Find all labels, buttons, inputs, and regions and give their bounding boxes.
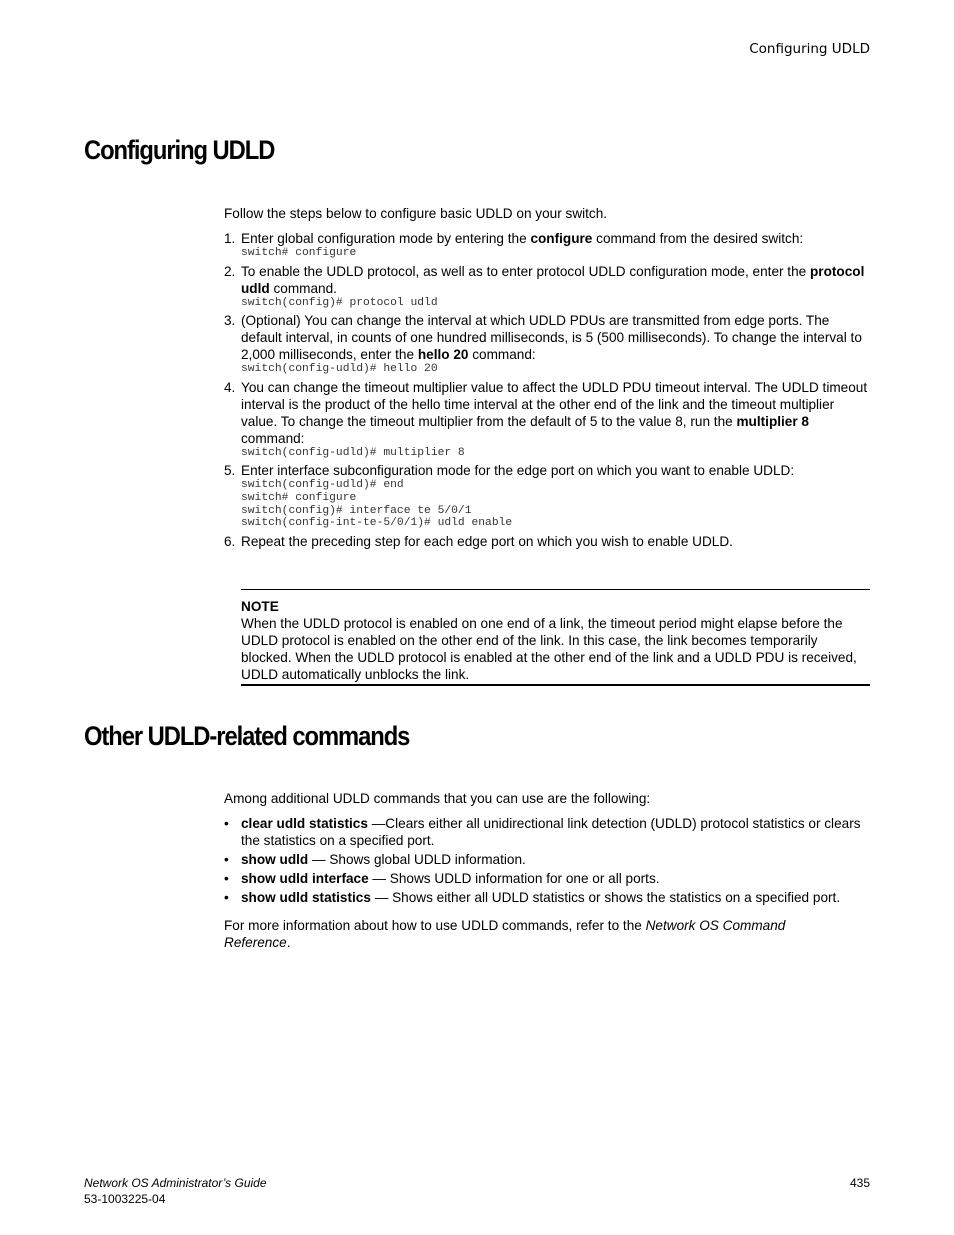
bullet: • bbox=[224, 890, 229, 905]
step-number: 3. bbox=[224, 313, 236, 329]
command-keyword: clear udld statistics bbox=[241, 816, 368, 831]
step-number: 5. bbox=[224, 463, 236, 479]
step-text: Enter global configuration mode by entering the configure command from the desired switch: bbox=[241, 231, 804, 246]
command-keyword: hello 20 bbox=[417, 347, 469, 363]
page-number: 435 bbox=[849, 1176, 870, 1190]
step-number: 1. bbox=[224, 231, 236, 246]
footer-doc-number: 53-1003225-04 bbox=[84, 1192, 166, 1206]
code-line: switch(config)# interface te 5/0/1 bbox=[241, 504, 472, 517]
step-item bbox=[224, 533, 870, 550]
steps-list bbox=[224, 230, 870, 553]
step-number: 4. bbox=[224, 379, 236, 395]
note-box bbox=[241, 589, 870, 686]
code-line: switch(config-udld)# multiplier 8 bbox=[241, 446, 465, 459]
code-line: switch# configure bbox=[241, 491, 357, 504]
step-text: You can change the timeout multiplier value to affect the UDLD PDU timeout interval. The UDLD timeout interval is the product of the hello time interval at the other end of the link and the timeout multiplier value. To change the timeout multiplier from the default of 5 to the value 8, run the multiplier 8 command: bbox=[241, 379, 868, 446]
command-keyword: show udld statistics bbox=[241, 890, 371, 905]
list-item bbox=[224, 889, 870, 906]
step-item bbox=[224, 263, 870, 310]
footer-doc-title: Network OS Administrator’s Guide bbox=[84, 1176, 267, 1190]
footer-doc-info bbox=[84, 1175, 267, 1207]
step-number: 2. bbox=[224, 263, 236, 279]
command-description: — Shows UDLD information for one or all ports. bbox=[368, 871, 660, 886]
step-item bbox=[224, 462, 870, 529]
step-item bbox=[224, 312, 870, 376]
command-description: —Clears either all unidirectional link detection (UDLD) protocol statistics or clears the statistics on a specified port. bbox=[241, 816, 861, 848]
list-item bbox=[224, 870, 870, 887]
step-item bbox=[224, 230, 870, 260]
command-description: — Shows either all UDLD statistics or shows the statistics on a specified port. bbox=[370, 890, 841, 905]
command-keyword: show udld bbox=[241, 852, 309, 867]
commands-list bbox=[224, 815, 870, 908]
code-line: switch(config)# protocol udld bbox=[241, 296, 438, 309]
step-text: Enter interface subconfiguration mode for the edge port on which you want to enable UDLD: bbox=[241, 463, 795, 479]
intro-paragraph: Follow the steps below to configure basic UDLD on your switch. bbox=[224, 206, 608, 221]
code-line: switch(config-int-te-5/0/1)# udld enable bbox=[241, 517, 513, 530]
bullet: • bbox=[224, 852, 229, 867]
section-heading-configuring-udld: Configuring UDLD bbox=[84, 135, 275, 165]
step-item bbox=[224, 379, 870, 460]
step-number: 6. bbox=[224, 533, 236, 549]
command-keyword: multiplier 8 bbox=[736, 413, 809, 429]
code-line: switch# configure bbox=[241, 247, 357, 259]
step-text: (Optional) You can change the interval at which UDLD PDUs are transmitted from edge ports. The default interval, in counts of one hundred milliseconds, is 5 (500 milliseconds). To change the interval to 2,000 milliseconds, enter the hello 20 command: bbox=[241, 313, 862, 363]
command-keyword: show udld interface bbox=[241, 871, 369, 886]
list-item bbox=[224, 815, 870, 849]
code-line: switch(config-udld)# end bbox=[241, 479, 404, 492]
list-item bbox=[224, 851, 870, 868]
command-description: — Shows global UDLD information. bbox=[308, 852, 526, 867]
note-text: When the UDLD protocol is enabled on one end of a link, the timeout period might elapse before the UDLD protocol is enabled on the other end of the link. In this case, the link becomes temporarily blocked. When the UDLD protocol is enabled at the other end of the link and a UDLD PDU is received, UDLD automatically unblocks the link. bbox=[241, 616, 857, 682]
reference-title: Network OS Command Reference bbox=[224, 918, 786, 950]
code-line: switch(config-udld)# hello 20 bbox=[241, 363, 438, 376]
command-keyword: configure bbox=[530, 231, 593, 246]
bullet: • bbox=[224, 871, 229, 886]
note-title: NOTE bbox=[241, 599, 279, 614]
intro-paragraph: Among additional UDLD commands that you can use are the following: bbox=[224, 791, 651, 806]
bullet: • bbox=[224, 816, 229, 831]
running-header: Configuring UDLD bbox=[749, 41, 870, 57]
step-text: To enable the UDLD protocol, as well as to enter protocol UDLD configuration mode, enter the protocol udld command. bbox=[241, 263, 865, 296]
outro-paragraph: For more information about how to use UDLD commands, refer to the Network OS Command Reference. bbox=[224, 918, 786, 950]
step-text: Repeat the preceding step for each edge port on which you wish to enable UDLD. bbox=[241, 533, 733, 549]
section-heading-other-udld-commands: Other UDLD-related commands bbox=[84, 721, 410, 751]
command-keyword: protocol udld bbox=[241, 263, 865, 296]
